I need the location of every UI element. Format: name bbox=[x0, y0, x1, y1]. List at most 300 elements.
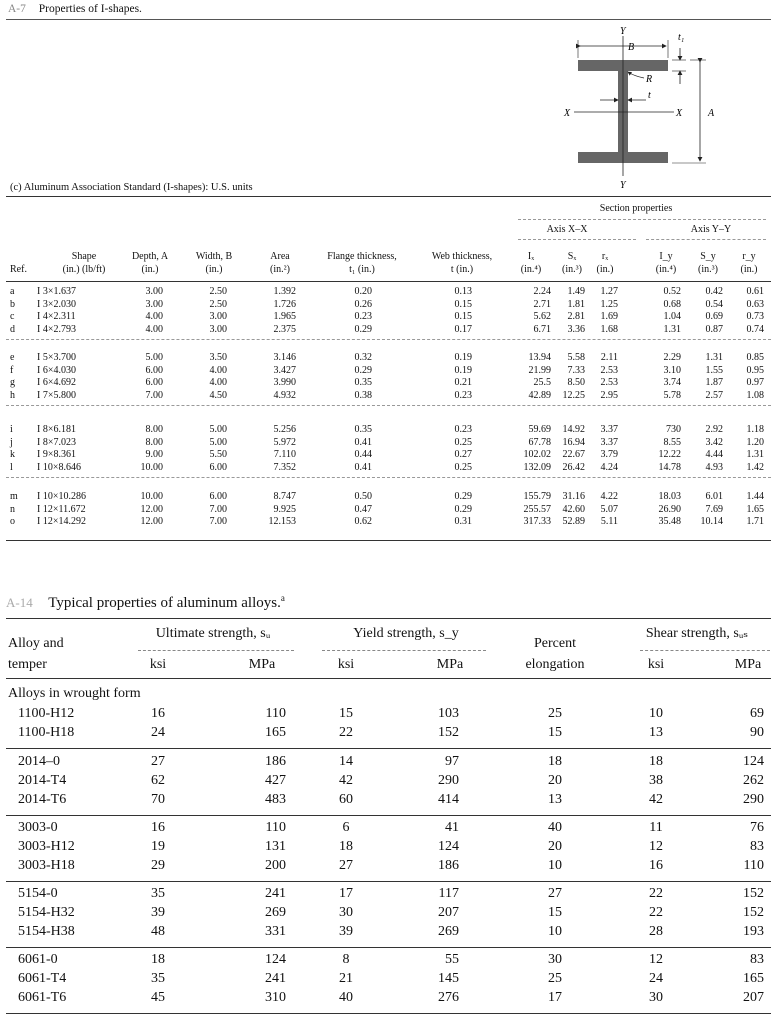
alloy-cell-ultimate-mpa: 131 bbox=[265, 839, 286, 854]
alloy-cell-ultimate-mpa: 241 bbox=[265, 971, 286, 986]
alloy-cell-yield-mpa: 97 bbox=[445, 754, 459, 769]
ishape-cell-ix: 59.69 bbox=[528, 424, 551, 435]
ishape-cell-shape: I 6×4.030 bbox=[37, 364, 76, 376]
alloy-cell-ultimate-ksi: 35 bbox=[151, 971, 165, 986]
ishape-cell-shape: I 6×4.692 bbox=[37, 377, 76, 388]
ishape-cell-sy: 3.42 bbox=[705, 436, 723, 448]
col-shear-ksi: ksi bbox=[647, 657, 665, 672]
ishape-cell-flange: 0.35 bbox=[354, 377, 372, 388]
ishape-cell-depth: 12.00 bbox=[140, 516, 163, 527]
alloy-cell-shear-mpa: 152 bbox=[743, 905, 764, 920]
col-sx-2: (in.³) bbox=[562, 264, 582, 275]
ishape-cell-sy: 4.44 bbox=[705, 449, 723, 460]
ishape-cell-area: 1.392 bbox=[273, 286, 296, 297]
ishape-cell-web: 0.21 bbox=[454, 377, 472, 388]
ishape-cell-shape: I 8×6.181 bbox=[37, 424, 76, 435]
ishape-cell-iy: 12.22 bbox=[658, 449, 681, 460]
alloy-group-rule bbox=[6, 815, 771, 816]
alloy-cell-ultimate-mpa: 483 bbox=[265, 792, 286, 807]
ishape-cell-ry: 1.18 bbox=[746, 424, 764, 435]
alloy-cell-yield-ksi: 30 bbox=[339, 905, 353, 920]
alloy-cell-ultimate-ksi: 48 bbox=[151, 924, 165, 939]
label-y-top: Y bbox=[620, 26, 626, 37]
col-ix-1: Iₓ bbox=[527, 251, 535, 262]
ishape-cell-area: 7.352 bbox=[273, 461, 296, 473]
ishape-cell-rx: 2.11 bbox=[600, 352, 618, 363]
ishape-cell-ref: f bbox=[10, 364, 14, 376]
ishape-cell-rx: 2.95 bbox=[600, 389, 618, 401]
ishape-cell-iy: 18.03 bbox=[658, 491, 681, 502]
ishape-cell-iy: 8.55 bbox=[663, 436, 681, 448]
ishape-cell-web: 0.23 bbox=[454, 424, 472, 435]
col-shape-2: (in.) (lb/ft) bbox=[62, 264, 106, 275]
ishape-cell-rx: 4.22 bbox=[600, 491, 618, 502]
ishape-cell-web: 0.25 bbox=[454, 461, 472, 473]
ishape-cell-flange: 0.23 bbox=[354, 311, 372, 322]
alloy-cell-yield-ksi: 22 bbox=[339, 725, 353, 740]
ishape-cell-ix: 13.94 bbox=[528, 352, 551, 363]
ishape-cell-ry: 0.85 bbox=[746, 352, 764, 363]
ishape-cell-sx: 7.33 bbox=[567, 364, 585, 376]
ishape-cell-sy: 0.69 bbox=[705, 311, 723, 322]
alloy-cell-elongation: 25 bbox=[548, 706, 562, 721]
col-shear: Shear strength, sᵤₛ bbox=[645, 626, 749, 641]
alloy-group-rule bbox=[6, 748, 771, 749]
ishape-cell-sx: 31.16 bbox=[562, 491, 585, 502]
ishape-cell-sy: 1.55 bbox=[705, 364, 723, 376]
col-flange-2: t₁ (in.) bbox=[349, 264, 375, 275]
alloy-cell-yield-ksi: 42 bbox=[339, 773, 353, 788]
ishape-cell-ref: a bbox=[10, 286, 15, 297]
alloy-cell-shear-mpa: 90 bbox=[750, 725, 764, 740]
alloy-cell-elongation: 10 bbox=[548, 924, 562, 939]
ishape-cell-area: 7.110 bbox=[273, 449, 296, 460]
ishape-cell-width: 6.00 bbox=[209, 491, 227, 502]
ishape-cell-rx: 5.11 bbox=[600, 516, 618, 527]
ishape-cell-iy: 2.29 bbox=[663, 352, 681, 363]
alloy-cell-ultimate-mpa: 200 bbox=[265, 858, 286, 873]
label-b: B bbox=[628, 42, 635, 53]
ishape-cell-ry: 1.71 bbox=[746, 516, 764, 527]
ishape-cell-ry: 0.74 bbox=[746, 323, 764, 335]
alloy-cell-alloy: 1100-H18 bbox=[18, 725, 75, 740]
alloy-cell-shear-ksi: 42 bbox=[649, 792, 663, 807]
alloy-cell-alloy: 3003-H12 bbox=[18, 839, 75, 854]
ishape-cell-width: 4.00 bbox=[209, 377, 227, 388]
ishape-cell-shape: I 4×2.793 bbox=[37, 323, 76, 335]
alloy-cell-ultimate-mpa: 186 bbox=[265, 754, 286, 769]
ishape-cell-width: 5.00 bbox=[209, 424, 227, 435]
alloy-cell-yield-ksi: 60 bbox=[339, 792, 353, 807]
alloys-header bbox=[6, 593, 285, 612]
alloy-cell-yield-ksi: 39 bbox=[339, 924, 353, 939]
ishape-cell-shape: I 10×10.286 bbox=[37, 491, 86, 502]
ishape-cell-depth: 7.00 bbox=[145, 389, 163, 401]
alloy-cell-elongation: 40 bbox=[548, 820, 562, 835]
ishapes-subtitle-rule bbox=[6, 196, 771, 197]
alloy-cell-alloy: 5154-H38 bbox=[18, 924, 75, 939]
ishape-cell-ix: 132.09 bbox=[523, 461, 551, 473]
col-ultimate-mpa: MPa bbox=[248, 657, 276, 672]
ishape-cell-rx: 5.07 bbox=[600, 503, 618, 515]
ultimate-rule bbox=[138, 650, 294, 651]
alloy-cell-elongation: 20 bbox=[548, 839, 562, 854]
alloy-cell-yield-ksi: 15 bbox=[339, 706, 353, 721]
ishape-cell-ref: m bbox=[10, 491, 18, 502]
shear-rule bbox=[640, 650, 770, 651]
alloy-cell-ultimate-ksi: 29 bbox=[151, 858, 165, 873]
ishape-cell-ix: 2.71 bbox=[533, 298, 551, 310]
ishape-cell-rx: 1.25 bbox=[600, 298, 618, 310]
ishape-cell-area: 9.925 bbox=[273, 503, 296, 515]
ishape-cell-area: 5.256 bbox=[273, 424, 296, 435]
ishape-cell-rx: 4.24 bbox=[600, 461, 618, 473]
ishape-cell-flange: 0.20 bbox=[354, 286, 372, 297]
alloys-header-bottom-rule bbox=[6, 678, 771, 679]
alloy-cell-shear-ksi: 18 bbox=[649, 754, 663, 769]
alloy-cell-ultimate-mpa: 241 bbox=[265, 886, 286, 901]
ishape-cell-area: 8.747 bbox=[273, 491, 296, 502]
ishape-cell-ry: 0.95 bbox=[746, 364, 764, 376]
alloys-title: Typical properties of aluminum alloys. bbox=[48, 595, 281, 611]
alloy-cell-yield-mpa: 41 bbox=[445, 820, 459, 835]
label-t: t bbox=[648, 90, 651, 101]
ishape-cell-web: 0.17 bbox=[454, 323, 472, 335]
ishape-cell-depth: 4.00 bbox=[145, 323, 163, 335]
alloy-cell-elongation: 13 bbox=[548, 792, 562, 807]
ishape-cell-ix: 102.02 bbox=[523, 449, 551, 460]
ishape-cell-iy: 5.78 bbox=[663, 389, 681, 401]
alloy-cell-ultimate-mpa: 331 bbox=[265, 924, 286, 939]
ishape-cell-sx: 14.92 bbox=[562, 424, 585, 435]
ishape-cell-ix: 2.24 bbox=[533, 286, 551, 297]
ishape-cell-width: 5.50 bbox=[209, 449, 227, 460]
ishape-cell-web: 0.23 bbox=[454, 389, 472, 401]
ishape-cell-rx: 3.79 bbox=[600, 449, 618, 460]
alloy-cell-alloy: 5154-H32 bbox=[18, 905, 75, 920]
col-yield-mpa: MPa bbox=[436, 657, 464, 672]
ishape-cell-ix: 155.79 bbox=[523, 491, 551, 502]
ishape-cell-area: 12.153 bbox=[268, 516, 296, 527]
ishape-cell-width: 4.00 bbox=[209, 364, 227, 376]
col-depth-2: (in.) bbox=[141, 264, 159, 275]
ishape-cell-sx: 12.25 bbox=[562, 389, 585, 401]
alloy-cell-shear-ksi: 11 bbox=[649, 820, 663, 835]
ishape-cell-ix: 67.78 bbox=[528, 436, 551, 448]
alloy-cell-ultimate-mpa: 165 bbox=[265, 725, 286, 740]
alloys-title-note: a bbox=[280, 593, 285, 603]
ishape-cell-shape: I 3×1.637 bbox=[37, 286, 76, 297]
ishape-cell-area: 1.965 bbox=[273, 311, 296, 322]
ishape-group-rule bbox=[6, 339, 771, 340]
alloy-group-rule bbox=[6, 947, 771, 948]
ishape-cell-sx: 52.89 bbox=[562, 516, 585, 527]
col-yield-ksi: ksi bbox=[337, 657, 355, 672]
col-area-2: (in.²) bbox=[270, 264, 290, 275]
ishape-cell-area: 5.972 bbox=[273, 436, 296, 448]
ishape-cell-web: 0.15 bbox=[454, 298, 472, 310]
ishape-cell-shape: I 9×8.361 bbox=[37, 449, 76, 460]
ishape-cell-iy: 730 bbox=[666, 424, 681, 435]
alloy-cell-yield-mpa: 414 bbox=[438, 792, 459, 807]
col-iy-2: (in.⁴) bbox=[655, 264, 677, 275]
alloy-cell-ultimate-mpa: 269 bbox=[265, 905, 286, 920]
ishape-cell-web: 0.29 bbox=[454, 503, 472, 515]
alloy-cell-shear-mpa: 83 bbox=[750, 952, 764, 967]
alloy-cell-shear-ksi: 12 bbox=[649, 952, 663, 967]
ishape-cell-web: 0.25 bbox=[454, 436, 472, 448]
ishape-cell-shape: I 8×7.023 bbox=[37, 436, 76, 448]
ishape-cell-iy: 14.78 bbox=[658, 461, 681, 473]
alloy-cell-ultimate-mpa: 427 bbox=[265, 773, 286, 788]
ishape-cell-ry: 1.08 bbox=[746, 389, 764, 401]
col-width-1: Width, B bbox=[195, 251, 233, 262]
ishape-cell-sy: 10.14 bbox=[700, 516, 723, 527]
ishape-cell-ry: 0.73 bbox=[746, 311, 764, 322]
alloy-cell-alloy: 5154-0 bbox=[18, 886, 58, 901]
ishape-cell-area: 3.990 bbox=[273, 377, 296, 388]
ishape-cell-depth: 3.00 bbox=[145, 286, 163, 297]
ishape-cell-iy: 1.04 bbox=[663, 311, 681, 322]
alloy-cell-ultimate-mpa: 124 bbox=[265, 952, 286, 967]
ishape-cell-depth: 5.00 bbox=[145, 352, 163, 363]
alloy-cell-yield-ksi: 21 bbox=[339, 971, 353, 986]
alloy-cell-shear-mpa: 76 bbox=[750, 820, 764, 835]
ishape-cell-width: 4.50 bbox=[209, 389, 227, 401]
ishape-cell-ix: 42.89 bbox=[528, 389, 551, 401]
alloys-bottom-rule bbox=[6, 1013, 771, 1014]
ishape-cell-ref: l bbox=[10, 461, 13, 473]
section-properties-header: Section properties bbox=[599, 203, 673, 214]
ishape-cell-depth: 10.00 bbox=[140, 491, 163, 502]
alloy-cell-shear-mpa: 83 bbox=[750, 839, 764, 854]
ishape-cell-ix: 25.5 bbox=[533, 377, 551, 388]
ishape-cell-width: 3.00 bbox=[209, 311, 227, 322]
alloy-cell-elongation: 27 bbox=[548, 886, 562, 901]
ishape-cell-ry: 0.63 bbox=[746, 298, 764, 310]
i-beam-diagram bbox=[562, 26, 762, 194]
alloy-cell-yield-ksi: 27 bbox=[339, 858, 353, 873]
ishapes-header-rule bbox=[6, 19, 771, 20]
ishape-group-rule bbox=[6, 405, 771, 406]
alloy-cell-shear-ksi: 22 bbox=[649, 905, 663, 920]
ishape-cell-sy: 1.31 bbox=[705, 352, 723, 363]
ishape-cell-sx: 16.94 bbox=[562, 436, 585, 448]
ishapes-bottom-rule bbox=[6, 540, 771, 541]
ishape-cell-ref: g bbox=[10, 377, 15, 388]
col-depth-1: Depth, A bbox=[131, 251, 169, 262]
alloy-cell-ultimate-ksi: 62 bbox=[151, 773, 165, 788]
ishape-cell-web: 0.29 bbox=[454, 491, 472, 502]
alloy-cell-ultimate-ksi: 16 bbox=[151, 820, 165, 835]
ishape-cell-sy: 0.54 bbox=[705, 298, 723, 310]
alloy-cell-shear-ksi: 28 bbox=[649, 924, 663, 939]
ishape-cell-depth: 4.00 bbox=[145, 311, 163, 322]
alloy-cell-yield-mpa: 124 bbox=[438, 839, 459, 854]
alloy-cell-elongation: 15 bbox=[548, 905, 562, 920]
alloy-cell-yield-mpa: 152 bbox=[438, 725, 459, 740]
ishape-group-rule bbox=[6, 477, 771, 478]
col-rx-1: rₓ bbox=[601, 251, 609, 262]
alloy-cell-ultimate-ksi: 24 bbox=[151, 725, 165, 740]
ishape-cell-area: 4.932 bbox=[273, 389, 296, 401]
alloy-cell-yield-ksi: 8 bbox=[342, 952, 350, 967]
col-percent-2: elongation bbox=[525, 657, 585, 672]
ishape-cell-ix: 255.57 bbox=[523, 503, 551, 515]
alloy-cell-alloy: 2014-T4 bbox=[18, 773, 67, 788]
ishape-cell-sx: 26.42 bbox=[562, 461, 585, 473]
ishape-cell-flange: 0.35 bbox=[354, 424, 372, 435]
ishape-cell-ref: o bbox=[10, 516, 15, 527]
col-alloy-2: temper bbox=[8, 657, 47, 672]
ishape-cell-width: 7.00 bbox=[209, 503, 227, 515]
ishape-cell-shape: I 10×8.646 bbox=[37, 461, 81, 473]
ishape-cell-sy: 7.69 bbox=[705, 503, 723, 515]
alloy-cell-elongation: 18 bbox=[548, 754, 562, 769]
axis-yy-rule bbox=[646, 239, 766, 240]
alloy-cell-shear-mpa: 290 bbox=[743, 792, 764, 807]
alloy-cell-alloy: 6061-T4 bbox=[18, 971, 67, 986]
alloy-cell-elongation: 15 bbox=[548, 725, 562, 740]
alloy-cell-ultimate-ksi: 70 bbox=[151, 792, 165, 807]
ishape-cell-web: 0.19 bbox=[454, 364, 472, 376]
label-x-left: X bbox=[564, 108, 571, 119]
alloy-cell-ultimate-mpa: 110 bbox=[265, 820, 286, 835]
ishape-cell-ry: 0.61 bbox=[746, 286, 764, 297]
alloy-cell-shear-ksi: 12 bbox=[649, 839, 663, 854]
ishape-cell-ref: i bbox=[10, 424, 13, 435]
ishape-cell-width: 2.50 bbox=[209, 298, 227, 310]
ishape-cell-depth: 3.00 bbox=[145, 298, 163, 310]
ishape-cell-sx: 1.49 bbox=[567, 286, 585, 297]
ishape-cell-flange: 0.62 bbox=[354, 516, 372, 527]
ishape-cell-sx: 1.81 bbox=[567, 298, 585, 310]
alloy-cell-elongation: 17 bbox=[548, 990, 562, 1005]
ishape-cell-flange: 0.41 bbox=[354, 436, 372, 448]
col-sx-1: Sₓ bbox=[567, 251, 577, 262]
ishape-cell-flange: 0.47 bbox=[354, 503, 372, 515]
ishape-cell-shape: I 12×14.292 bbox=[37, 516, 86, 527]
ishape-cell-flange: 0.29 bbox=[354, 364, 372, 376]
alloy-cell-ultimate-ksi: 39 bbox=[151, 905, 165, 920]
alloy-cell-shear-mpa: 193 bbox=[743, 924, 764, 939]
alloy-cell-shear-ksi: 30 bbox=[649, 990, 663, 1005]
alloy-cell-ultimate-ksi: 16 bbox=[151, 706, 165, 721]
ishape-cell-iy: 1.31 bbox=[663, 323, 681, 335]
col-iy-1: I_y bbox=[659, 251, 673, 262]
ishape-cell-iy: 0.68 bbox=[663, 298, 681, 310]
alloys-top-rule bbox=[6, 618, 771, 619]
ishape-cell-shape: I 5×3.700 bbox=[37, 352, 76, 363]
ishape-cell-ry: 1.65 bbox=[746, 503, 764, 515]
ishape-cell-ry: 1.31 bbox=[746, 449, 764, 460]
alloy-cell-shear-ksi: 38 bbox=[649, 773, 663, 788]
alloy-cell-ultimate-mpa: 110 bbox=[265, 706, 286, 721]
ishape-cell-shape: I 3×2.030 bbox=[37, 298, 76, 310]
alloy-cell-shear-ksi: 10 bbox=[649, 706, 663, 721]
ishape-cell-rx: 2.53 bbox=[600, 377, 618, 388]
col-sy-2: (in.³) bbox=[698, 264, 718, 275]
ishape-cell-depth: 12.00 bbox=[140, 503, 163, 515]
col-ry-2: (in.) bbox=[740, 264, 758, 275]
label-t1: t₁ bbox=[678, 32, 685, 43]
alloy-cell-yield-ksi: 18 bbox=[339, 839, 353, 854]
ishape-cell-width: 2.50 bbox=[209, 286, 227, 297]
col-ultimate-ksi: ksi bbox=[149, 657, 167, 672]
ishape-cell-width: 3.50 bbox=[209, 352, 227, 363]
col-ry-1: r_y bbox=[742, 251, 756, 262]
alloy-cell-alloy: 1100-H12 bbox=[18, 706, 75, 721]
label-r: R bbox=[646, 74, 653, 85]
alloy-cell-shear-mpa: 207 bbox=[743, 990, 764, 1005]
alloy-cell-yield-ksi: 6 bbox=[342, 820, 350, 835]
ishape-cell-sx: 22.67 bbox=[562, 449, 585, 460]
ishape-cell-area: 1.726 bbox=[273, 298, 296, 310]
ishape-cell-area: 2.375 bbox=[273, 323, 296, 335]
alloy-cell-ultimate-ksi: 45 bbox=[151, 990, 165, 1005]
ishape-cell-web: 0.13 bbox=[454, 286, 472, 297]
axis-xx-rule bbox=[518, 239, 636, 240]
alloy-cell-ultimate-ksi: 18 bbox=[151, 952, 165, 967]
ishape-cell-depth: 6.00 bbox=[145, 377, 163, 388]
ishape-cell-web: 0.19 bbox=[454, 352, 472, 363]
section-properties-rule bbox=[518, 219, 766, 220]
col-yield: Yield strength, s_y bbox=[353, 626, 459, 641]
alloy-cell-yield-mpa: 276 bbox=[438, 990, 459, 1005]
ishape-cell-depth: 6.00 bbox=[145, 364, 163, 376]
alloy-cell-alloy: 3003-0 bbox=[18, 820, 58, 835]
ishapes-subtitle: (c) Aluminum Association Standard (I-shapes): U.S. units bbox=[10, 182, 253, 193]
ishape-cell-sy: 4.93 bbox=[705, 461, 723, 473]
ishape-cell-depth: 8.00 bbox=[145, 436, 163, 448]
alloy-cell-ultimate-ksi: 27 bbox=[151, 754, 165, 769]
ishape-cell-iy: 3.10 bbox=[663, 364, 681, 376]
ishape-cell-ix: 21.99 bbox=[528, 364, 551, 376]
alloy-cell-shear-mpa: 69 bbox=[750, 706, 764, 721]
ishape-cell-rx: 2.53 bbox=[600, 364, 618, 376]
yield-rule bbox=[322, 650, 486, 651]
col-shear-mpa: MPa bbox=[734, 657, 762, 672]
ishape-cell-sy: 2.92 bbox=[705, 424, 723, 435]
label-x-right: X bbox=[676, 108, 683, 119]
ishapes-title: Properties of I-shapes. bbox=[38, 3, 142, 15]
r-leader bbox=[628, 72, 644, 78]
alloy-cell-yield-mpa: 290 bbox=[438, 773, 459, 788]
ishapes-table-code: A-7 bbox=[8, 3, 26, 15]
alloy-cell-yield-mpa: 117 bbox=[438, 886, 459, 901]
alloy-cell-shear-ksi: 22 bbox=[649, 886, 663, 901]
ishape-cell-web: 0.15 bbox=[454, 311, 472, 322]
axis-xx-header: Axis X–X bbox=[546, 224, 588, 235]
alloy-cell-shear-mpa: 124 bbox=[743, 754, 764, 769]
ishape-cell-sx: 42.60 bbox=[562, 503, 585, 515]
col-ix-2: (in.⁴) bbox=[520, 264, 542, 275]
ishape-cell-flange: 0.29 bbox=[354, 323, 372, 335]
ishape-cell-sx: 3.36 bbox=[567, 323, 585, 335]
alloy-cell-elongation: 30 bbox=[548, 952, 562, 967]
ishape-cell-ref: h bbox=[10, 389, 15, 401]
alloy-cell-alloy: 2014–0 bbox=[18, 754, 60, 769]
col-width-2: (in.) bbox=[205, 264, 223, 275]
col-area-1: Area bbox=[270, 251, 290, 262]
ishape-cell-shape: I 12×11.672 bbox=[37, 503, 86, 515]
col-web-1: Web thickness, bbox=[431, 251, 493, 262]
ishape-cell-flange: 0.32 bbox=[354, 352, 372, 363]
axis-yy-header: Axis Y–Y bbox=[690, 224, 732, 235]
alloy-cell-alloy: 3003-H18 bbox=[18, 858, 75, 873]
alloy-cell-elongation: 20 bbox=[548, 773, 562, 788]
col-web-2: t (in.) bbox=[450, 264, 474, 275]
